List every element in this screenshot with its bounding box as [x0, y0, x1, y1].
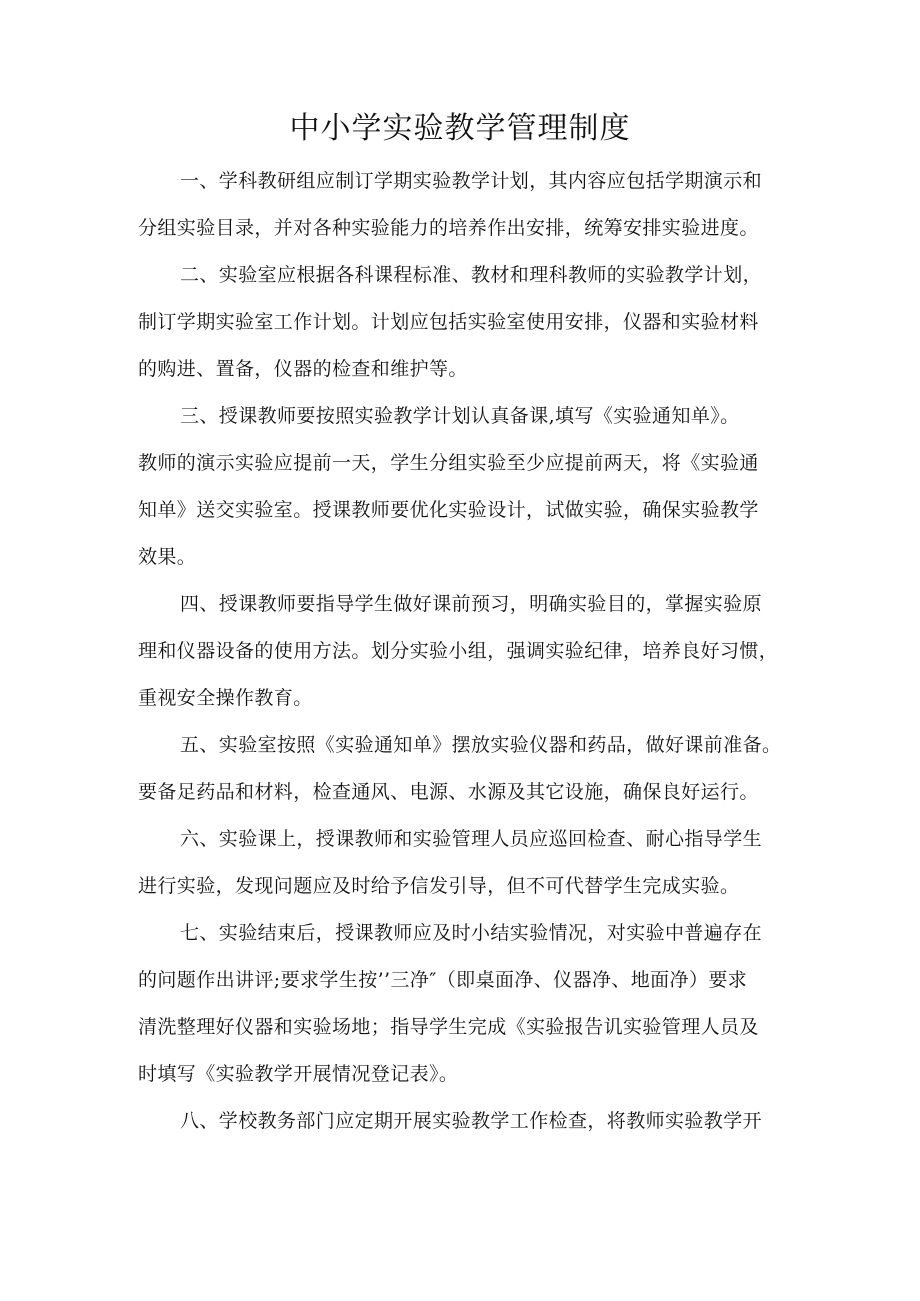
paragraph-line: 六、实验课上，授课教师和实验管理人员应巡回检查、耐心指导学生 [180, 828, 763, 850]
paragraph-line: 效果。 [138, 546, 197, 568]
paragraph-line: 的问题作出讲评;要求学生按’’三净″（即桌面净、仪器净、地面净）要求 [138, 969, 748, 991]
paragraph-line: 清洗整理好仪器和实验场地；指导学生完成《实验报告讥实验管理人员及 [138, 1016, 759, 1038]
paragraph-line: 理和仪器设备的使用方法。划分实验小组，强调实验纪律，培养良好习惯， [138, 640, 779, 662]
paragraph [138, 722, 798, 816]
paragraph [138, 393, 798, 581]
paragraph-line: 一、学科教研组应制订学期实验教学计划，其内容应包括学期演示和 [180, 170, 763, 192]
paragraph-line: 要备足药品和材料，检查通风、电源、水源及其它设施，确保良好运行。 [138, 781, 759, 803]
paragraph-line: 制订学期实验室工作计划。计划应包括实验室使用安排，仪器和实验材料 [138, 311, 759, 333]
document-title: 中小学实验教学管理制度 [289, 111, 631, 146]
paragraph [138, 910, 798, 1098]
paragraph-line: 二、实验室应根据各科课程标准、教材和理科教师的实验教学计划， [180, 264, 763, 286]
paragraph [138, 581, 798, 722]
paragraph [138, 816, 798, 910]
paragraph-line: 八、学校教务部门应定期开展实验教学工作检查，将教师实验教学开 [180, 1110, 763, 1132]
paragraph-line: 四、授课教师要指导学生做好课前预习，明确实验目的，掌握实验原 [180, 593, 763, 615]
paragraph-line: 的购进、置备，仪器的检查和维护等。 [138, 358, 468, 380]
document-body [138, 158, 798, 1145]
paragraph-line: 教师的演示实验应提前一天，学生分组实验至少应提前两天，将《实验通 [138, 452, 759, 474]
paragraph-line: 进行实验，发现问题应及时给予信发引导，但不可代替学生完成实验。 [138, 875, 740, 897]
paragraph [138, 158, 798, 252]
paragraph-line: 三、授课教师要按照实验教学计划认真备课,填写《实验通知单》。 [180, 405, 740, 427]
paragraph [138, 252, 798, 393]
paragraph-line: 知单》送交实验室。授课教师要优化实验设计，试做实验，确保实验教学 [138, 499, 759, 521]
paragraph-line: 重视安全操作教育。 [138, 687, 313, 709]
paragraph-line: 七、实验结束后，授课教师应及时小结实验情况，对实验中普遍存在 [180, 922, 763, 944]
paragraph-line: 时填写《实验教学开展情况登记表》。 [138, 1063, 459, 1085]
paragraph-line: 五、实验室按照《实验通知单》摆放实验仪器和药品，做好课前准备。 [180, 734, 782, 756]
paragraph-line: 分组实验目录，并对各种实验能力的培养作出安排，统筹安排实验进度。 [138, 217, 759, 239]
paragraph [138, 1098, 798, 1145]
